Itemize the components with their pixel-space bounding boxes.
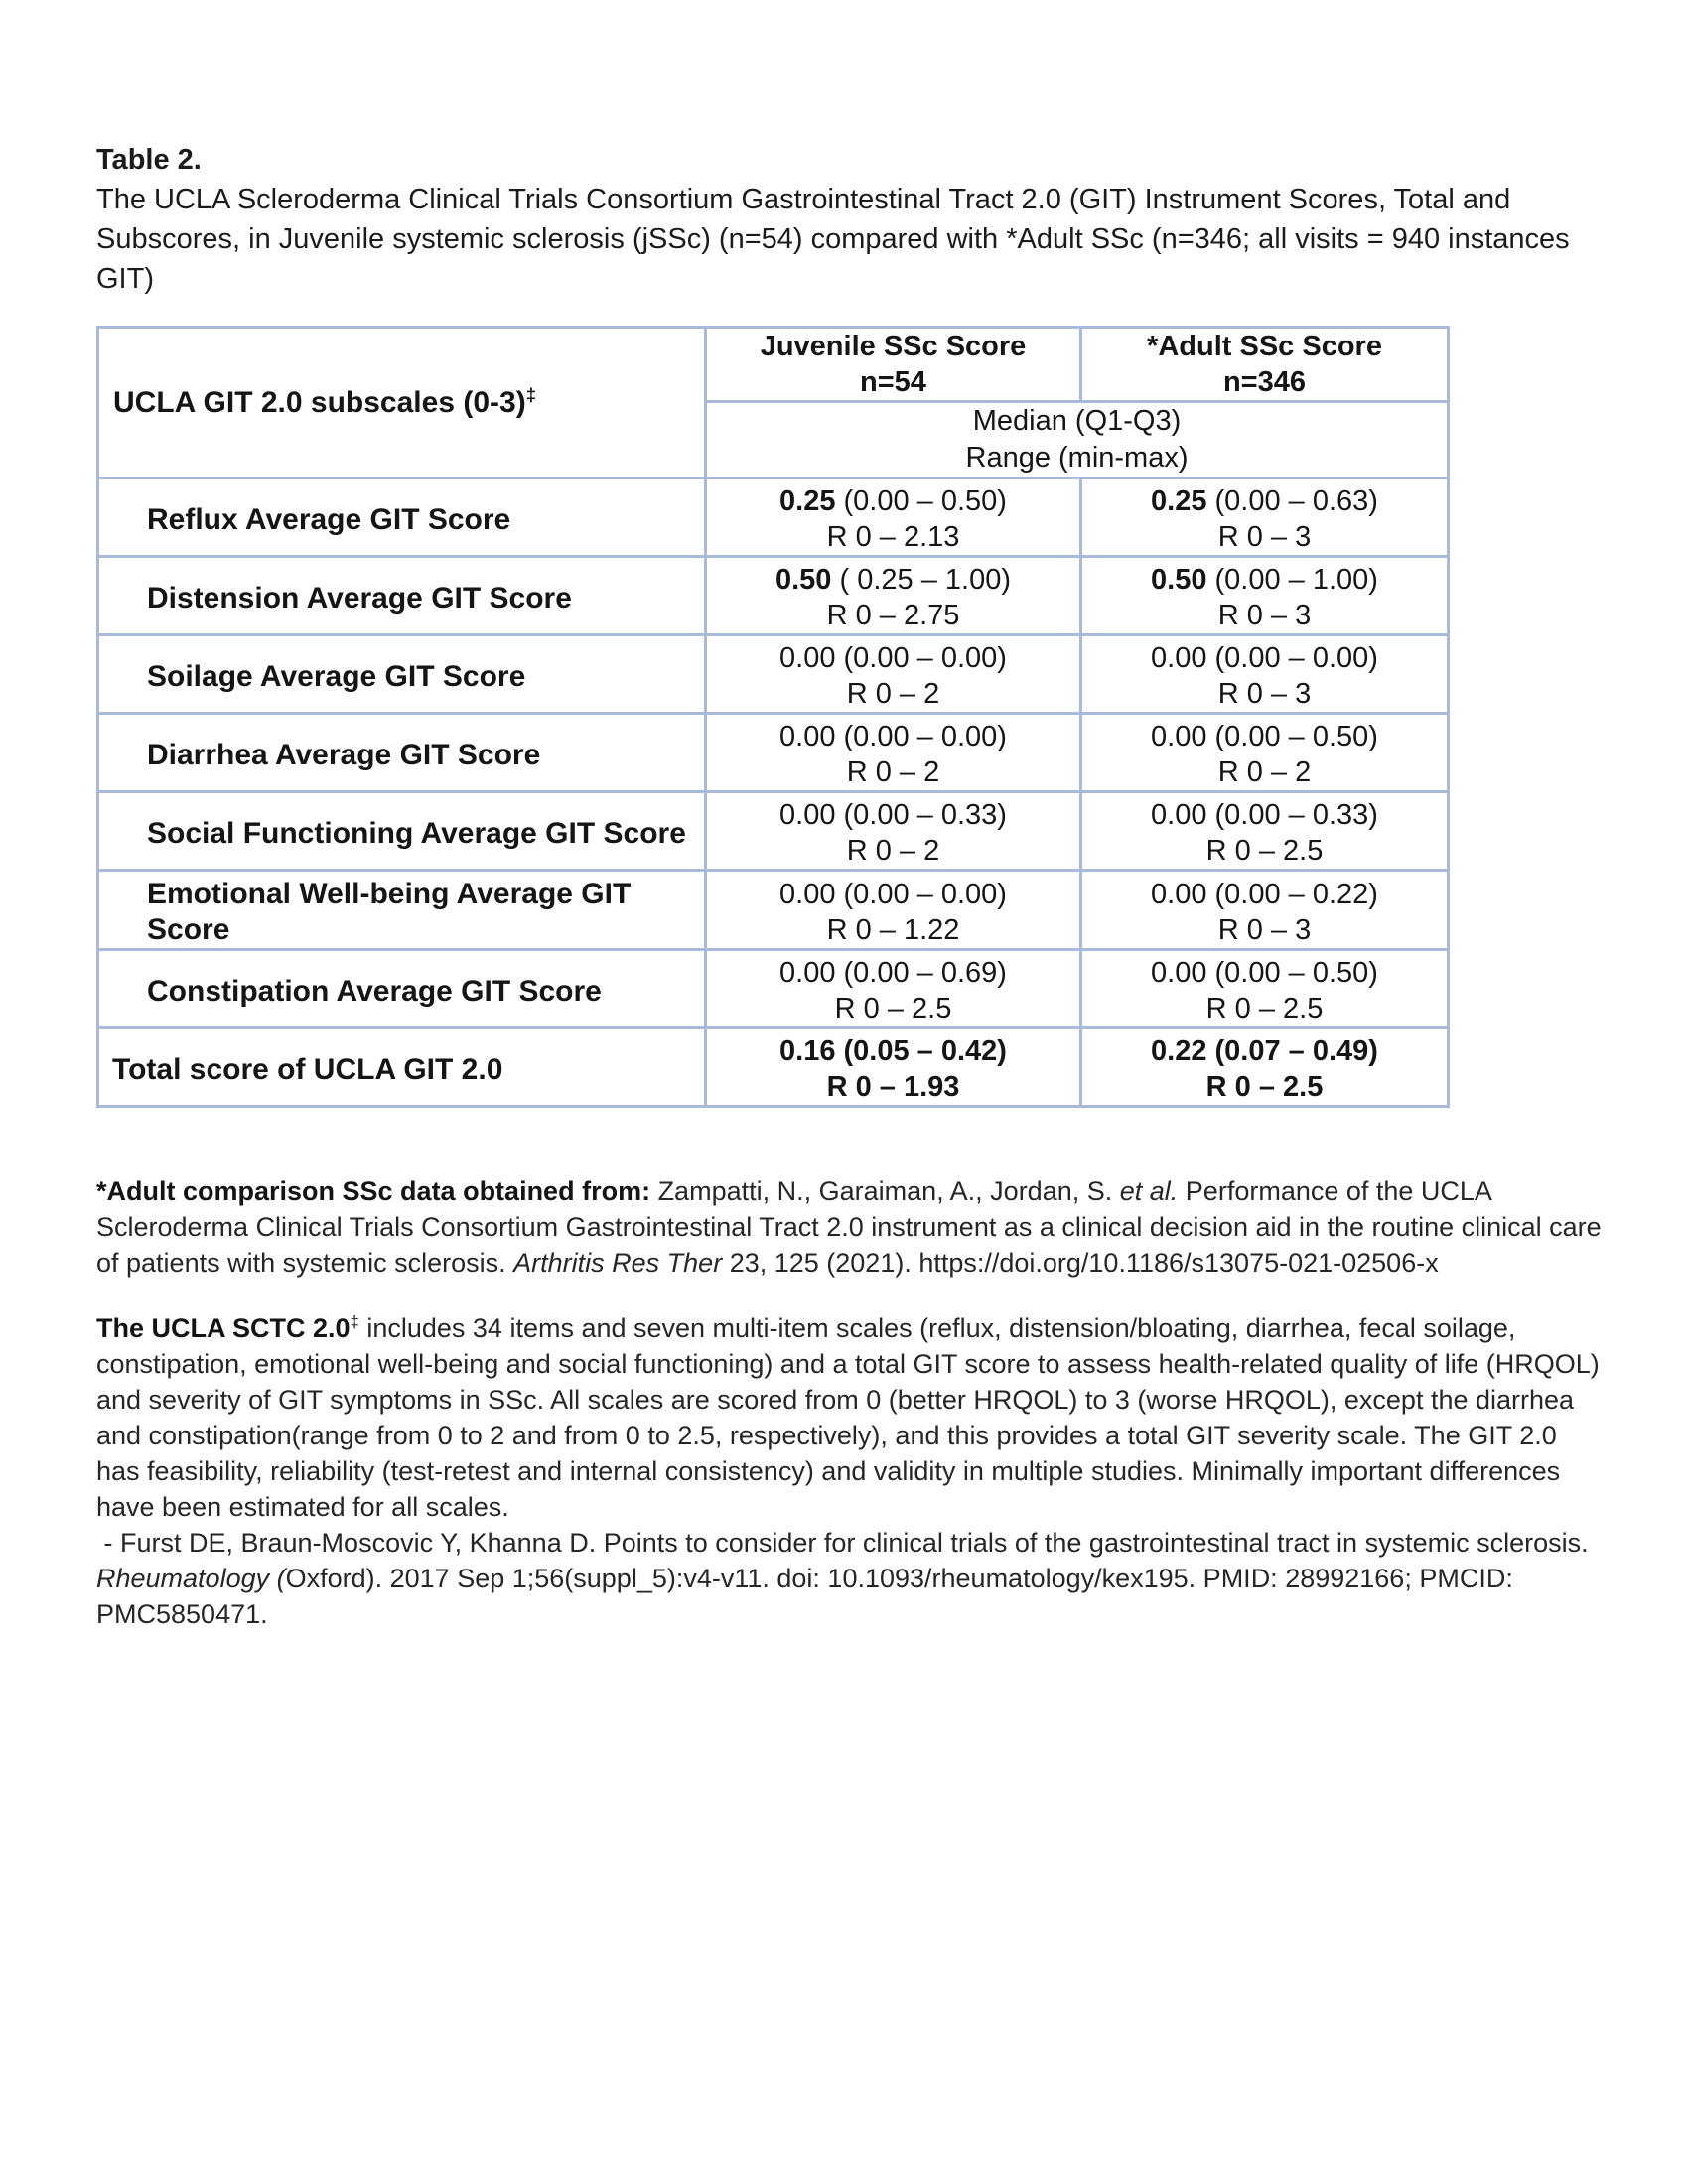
juvenile-column-header: Juvenile SSc Score n=54 (706, 328, 1081, 402)
median-value: 0.00 (0.00 – 0.33) (779, 799, 1007, 831)
juvenile-cell (706, 635, 1081, 714)
median-value: 0.22 (0.07 – 0.49) (1151, 1035, 1378, 1067)
row-label: Diarrhea Average GIT Score (98, 714, 706, 792)
row-label: Constipation Average GIT Score (98, 950, 706, 1028)
range-value: R 0 – 2 (846, 756, 940, 788)
row-label: Emotional Well-being Average GIT Score (98, 871, 706, 950)
table-row-constipation (98, 950, 1449, 1028)
table-caption-label: Table 2. (96, 144, 202, 176)
reference-citation-text: Oxford). 2017 Sep 1;56(suppl_5):v4-v11. doi: 10.1093/rheumatology/kex195. PMID: 28992166; PMCID: PMC5850471. (96, 1564, 1521, 1629)
range-value: R 0 – 2 (846, 678, 940, 710)
table-row-social-functioning (98, 792, 1449, 871)
median-value: 0.25 (0.00 – 0.50) (779, 485, 1007, 517)
table-caption: The UCLA Scleroderma Clinical Trials Consortium Gastrointestinal Tract 2.0 (GIT) Instrument Scores, Total and Subscores, in Juvenile systemic sclerosis (jSSc) (n=54) compared with *Adult SSc (n=346; all visits = 940 instances GIT) (96, 184, 1570, 295)
juvenile-cell (706, 871, 1081, 950)
table-row-total-score (98, 1028, 1449, 1107)
range-value: R 0 – 2.75 (826, 600, 960, 631)
range-value: R 0 – 3 (1217, 600, 1312, 631)
row-label: Distension Average GIT Score (98, 557, 706, 635)
adult-cell (1081, 792, 1449, 871)
juvenile-cell (706, 557, 1081, 635)
doi-link-text: 23, 125 (2021). https://doi.org/10.1186/s13075-021-02506-x (722, 1248, 1439, 1278)
double-dagger-symbol: ‡ (350, 1312, 359, 1331)
juvenile-cell (706, 478, 1081, 557)
row-label: Soilage Average GIT Score (98, 635, 706, 714)
range-value: R 0 – 1.22 (826, 913, 960, 946)
table-row-soilage (98, 635, 1449, 714)
row-label: Reflux Average GIT Score (98, 478, 706, 557)
row-label: Total score of UCLA GIT 2.0 (98, 1028, 706, 1107)
juvenile-cell (706, 714, 1081, 792)
median-value: 0.00 (0.00 – 0.33) (1151, 799, 1378, 831)
adult-cell (1081, 871, 1449, 950)
range-value: R 0 – 2 (846, 835, 940, 867)
median-value: 0.00 (0.00 – 0.00) (779, 721, 1007, 752)
median-value: 0.00 (0.00 – 0.69) (779, 957, 1007, 989)
median-value: 0.00 (0.00 – 0.00) (779, 642, 1007, 674)
range-value: R 0 – 2.5 (1205, 835, 1324, 867)
adult-cell (1081, 950, 1449, 1028)
range-value: R 0 – 2.5 (834, 993, 952, 1024)
table-row-distension (98, 557, 1449, 635)
git-scores-table (96, 326, 1450, 1108)
median-value: 0.00 (0.00 – 0.00) (1151, 642, 1378, 674)
range-value: R 0 – 2.5 (1205, 1071, 1324, 1103)
median-value: 0.50 (0.00 – 1.00) (1151, 564, 1378, 596)
range-value: R 0 – 3 (1217, 678, 1312, 710)
juvenile-cell (706, 1028, 1081, 1107)
adult-cell (1081, 1028, 1449, 1107)
median-value: 0.25 (0.00 – 0.63) (1151, 485, 1378, 517)
median-range-subheader: Median (Q1-Q3) Range (min-max) (706, 402, 1449, 478)
median-value: 0.00 (0.00 – 0.50) (1151, 721, 1378, 752)
footnote-sctc-description: The UCLA SCTC 2.0‡ includes 34 items and seven multi-item scales (reflux, distension/bloating, diarrhea, fecal soilage, constipation, emotional well-being and social functioning) and a total GIT score to assess health-related quality of life (HRQOL) and severity of GIT symptoms in SSc. All scales are scored from 0 (better HRQOL) to 3 (worse HRQOL), except the diarrhea and constipation(range from 0 to 2 and from 0 to 2.5, respectively), and this provides a total GIT severity scale. The GIT 2.0 has feasibility, reliability (test-retest and internal consistency) and validity in multiple studies. Minimally important differences have been estimated for all scales. - Furst DE, Braun-Moscovic Y, Khanna D. Points to consider for clinical trials of the gastrointestinal tract in systemic sclerosis. Rheumatology (Oxford). 2017 Sep 1;56(suppl_5):v4-v11. doi: 10.1093/rheumatology/kex195. PMID: 28992166; PMCID: PMC5850471. (96, 1312, 1608, 1629)
adult-cell (1081, 714, 1449, 792)
table-header-row (98, 328, 1449, 402)
adult-column-header: *Adult SSc Score n=346 (1081, 328, 1449, 402)
table-row-reflux (98, 478, 1449, 557)
median-value: 0.00 (0.00 – 0.22) (1151, 878, 1378, 910)
range-value: R 0 – 2.13 (826, 521, 960, 553)
adult-cell (1081, 478, 1449, 557)
median-value: 0.50 ( 0.25 – 1.00) (774, 564, 1011, 596)
adult-cell (1081, 557, 1449, 635)
page-content (96, 140, 1610, 1632)
range-value: R 0 – 2.5 (1205, 993, 1324, 1024)
juvenile-cell (706, 792, 1081, 871)
median-value: 0.00 (0.00 – 0.50) (1151, 957, 1378, 989)
adult-cell (1081, 635, 1449, 714)
row-label: Social Functioning Average GIT Score (98, 792, 706, 871)
table-row-diarrhea (98, 714, 1449, 792)
median-value: 0.16 (0.05 – 0.42) (779, 1035, 1007, 1067)
table-row-emotional-wellbeing (98, 871, 1449, 950)
range-value: R 0 – 3 (1217, 913, 1312, 946)
range-value: R 0 – 1.93 (826, 1071, 960, 1103)
median-value: 0.00 (0.00 – 0.00) (779, 878, 1007, 910)
range-value: R 0 – 2 (1217, 756, 1312, 788)
range-value: R 0 – 3 (1217, 521, 1312, 553)
double-dagger-symbol: ‡ (525, 383, 537, 405)
subscales-column-header: UCLA GIT 2.0 subscales (0-3)‡ (98, 328, 706, 478)
footnote-adult-data-source: *Adult comparison SSc data obtained from: Zampatti, N., Garaiman, A., Jordan, S. et al. Performance of the UCLA Scleroderma Clinical Trials Consortium Gastrointestinal Tract 2.0 instrument as a clinical decision aid in the routine clinical care of patients with systemic sclerosis. Arthritis Res Ther 23, 125 (2021). https://doi.org/10.1186/s13075-021-02506-x (96, 1176, 1610, 1278)
juvenile-cell (706, 950, 1081, 1028)
